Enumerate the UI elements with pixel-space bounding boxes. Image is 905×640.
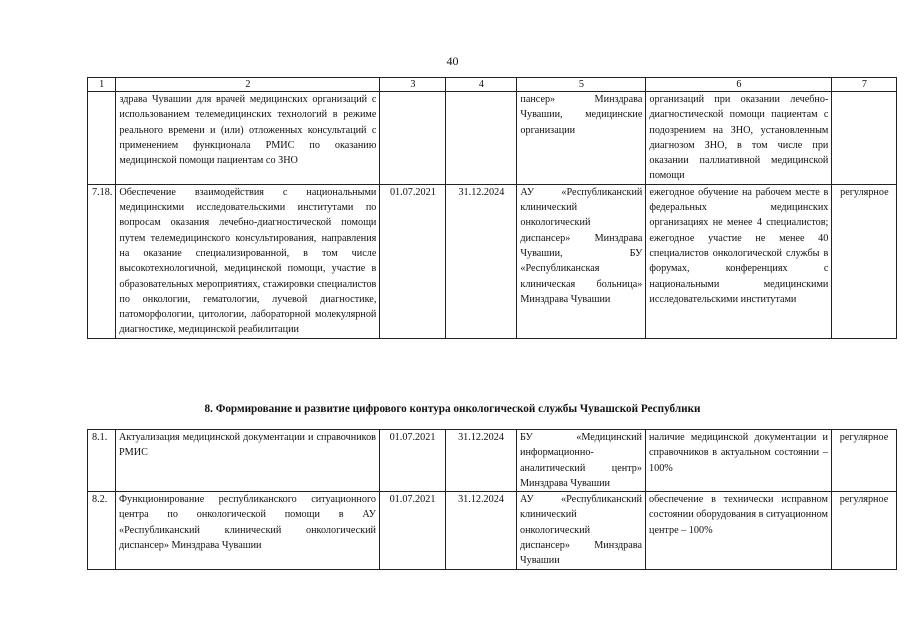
column-header-5: 5 (517, 78, 646, 92)
executor-cell: АУ «Республиканский клинический онкологический диспансер» Минздрава Чувашии (517, 492, 646, 569)
result-cell: организаций при оказании лечебно-диагностической помощи пациентам с подозрением на ЗНО, установленным диагнозом ЗНО, в том числе при оказании паллиативной медицинской помощи (646, 92, 832, 185)
row-number: 8.1. (88, 430, 116, 492)
action-cell: Функционирование республиканского ситуационного центра по онкологической помощи в АУ «Республиканский клинический онкологический диспансер» Минздрава Чувашии (116, 492, 380, 569)
column-header-1: 1 (88, 78, 116, 92)
column-header-3: 3 (380, 78, 446, 92)
table-row-8-1 (88, 430, 897, 492)
start-date-cell (380, 92, 446, 185)
row-number: 8.2. (88, 492, 116, 569)
action-cell: Актуализация медицинской документации и справочников РМИС (116, 430, 380, 492)
type-cell: регулярное (832, 184, 897, 338)
table-row-8-2 (88, 492, 897, 569)
start-date-cell: 01.07.2021 (380, 492, 446, 569)
section-8-title: 8. Формирование и развитие цифрового контура онкологической службы Чувашской Республики (204, 403, 701, 415)
start-date-cell: 01.07.2021 (380, 184, 446, 338)
row-number: 7.18. (88, 184, 116, 338)
column-header-7: 7 (832, 78, 897, 92)
plan-table-top (87, 77, 897, 339)
table-row-continuation (88, 92, 897, 185)
start-date-cell: 01.07.2021 (380, 430, 446, 492)
action-cell: Обеспечение взаимодействия с национальными медицинскими исследовательскими институтами по вопросам оказания лечебно-диагностической помощи путем телемедицинского консультирования, направления на оказание специализированной, в том числе высокотехнологичной, медицинской помощи, участие в образовательных мероприятиях, стажировки специалистов по онкологии, гематологии, лучевой диагностике, патоморфологии, цитологии, лабораторной молекулярной диагностике, медицинской реабилитации (116, 184, 380, 338)
executor-cell: пансер» Минздрава Чувашии, медицинские организации (517, 92, 646, 185)
action-cell: здрава Чувашии для врачей медицинских организаций с использованием телемедицинских технологий в режиме реального времени и (или) отложенных консультаций с применением функционала РМИС по оказанию медицинской помощи пациентам со ЗНО (116, 92, 380, 185)
type-cell: регулярное (832, 430, 897, 492)
column-header-2: 2 (116, 78, 380, 92)
page-number: 40 (446, 54, 459, 68)
result-cell: ежегодное обучение на рабочем месте в федеральных медицинских организациях не менее 4 специалистов; ежегодное участие не менее 40 специалистов онкологической службы в форумах, конференциях с национальными медицинскими исследовательскими институтами (646, 184, 832, 338)
end-date-cell (446, 92, 517, 185)
type-cell (832, 92, 897, 185)
type-cell: регулярное (832, 492, 897, 569)
column-header-6: 6 (646, 78, 832, 92)
table-row-7-18 (88, 184, 897, 338)
end-date-cell: 31.12.2024 (446, 430, 517, 492)
executor-cell: АУ «Республиканский клинический онкологический диспансер» Минздрава Чувашии, БУ «Республиканская клиническая больница» Минздрава Чувашии (517, 184, 646, 338)
executor-cell: БУ «Медицинский информационно-аналитический центр» Минздрава Чувашии (517, 430, 646, 492)
plan-table-section-8 (87, 429, 897, 570)
result-cell: обеспечение в технически исправном состоянии оборудования в ситуационном центре – 100% (646, 492, 832, 569)
column-header-row (88, 78, 897, 92)
end-date-cell: 31.12.2024 (446, 492, 517, 569)
end-date-cell: 31.12.2024 (446, 184, 517, 338)
row-number (88, 92, 116, 185)
result-cell: наличие медицинской документации и справочников в актуальном состоянии – 100% (646, 430, 832, 492)
column-header-4: 4 (446, 78, 517, 92)
